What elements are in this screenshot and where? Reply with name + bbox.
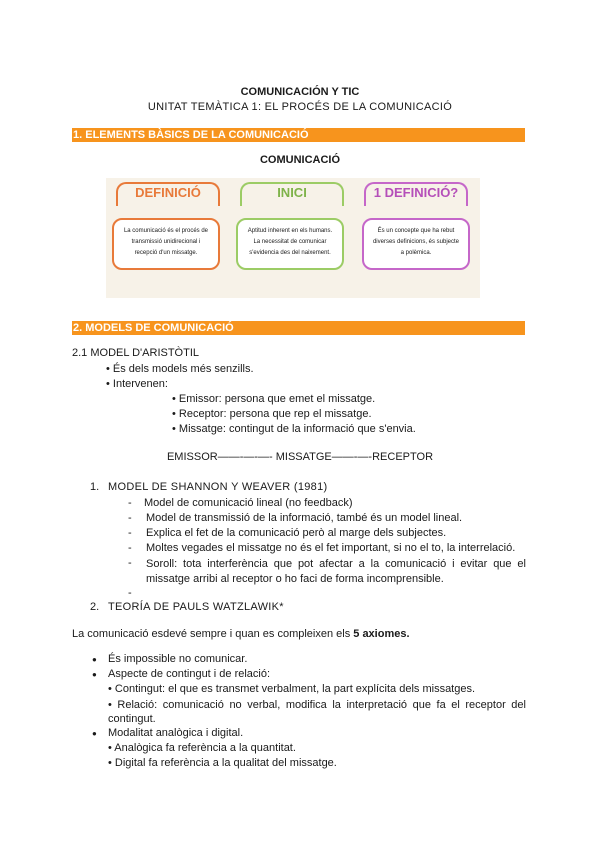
list-item: Explica el fet de la comunicació però al marge dels subjectes. — [146, 527, 447, 539]
card-line: La necessitat de comunicar — [253, 239, 327, 245]
card-line: s'evidencia des del naixement. — [249, 250, 331, 256]
section-heading-1: 1. ELEMENTS BÀSICS DE LA COMUNICACIÓ — [72, 128, 525, 142]
list-item: • Contingut: el que es transmet verbalment, la part explícita dels missatges. — [108, 683, 476, 695]
dash-marker: - — [128, 557, 132, 569]
axioms-count: 5 axiomes. — [353, 628, 410, 640]
subsection-heading-watzlawik: TEORÍA DE PAULS WATZLAWIK* — [108, 601, 284, 613]
bullet-icon: ● — [92, 729, 97, 738]
document-subtitle: UNITAT TEMÀTICA 1: EL PROCÉS DE LA COMUNICACIÓ — [147, 101, 453, 113]
list-item: • Receptor: persona que rep el missatge. — [172, 408, 372, 420]
dash-marker: - — [128, 587, 132, 599]
bullet-icon: ● — [92, 670, 97, 679]
flow-diagram-text: EMISSOR——-—-—- MISSATGE——-—-RECEPTOR — [166, 451, 434, 463]
card-1-definicio — [362, 218, 470, 270]
dash-marker: - — [128, 512, 132, 524]
subsection-heading-shannon: MODEL DE SHANNON Y WEAVER (1981) — [108, 481, 328, 493]
list-item: Model de transmissió de la informació, també és un model lineal. — [146, 512, 463, 524]
card-line: Aptitud inherent en els humans. — [247, 228, 333, 234]
list-item: Soroll: tota interferència que pot afectar a la comunicació i evitar que el missatge arribi al receptor o ho faci de forma incomprensible. — [146, 558, 526, 585]
card-line: a polèmica. — [400, 250, 432, 256]
dash-marker: - — [128, 497, 132, 509]
card-inici — [236, 218, 344, 270]
axioms-intro-text: La comunicació esdevé sempre i quan es compleixen els — [72, 628, 354, 640]
card-line: transmissió unidirecional i — [131, 239, 201, 245]
diagram-title: COMUNICACIÓ — [259, 154, 341, 166]
list-item: Aspecte de contingut i de relació: — [108, 668, 271, 680]
dash-marker: - — [128, 542, 132, 554]
section-heading-2: 2. MODELS DE COMUNICACIÓ — [72, 321, 525, 335]
card-title-definicio: DEFINICIÓ — [135, 185, 201, 200]
list-number: 1. — [90, 481, 100, 493]
list-item: Moltes vegades el missatge no és el fet important, si no el to, la interrelació. — [146, 542, 516, 554]
list-item: • Digital fa referència a la qualitat del missatge. — [108, 757, 337, 769]
list-item: És impossible no comunicar. — [108, 653, 248, 665]
list-item: Modalitat analògica i digital. — [108, 727, 244, 739]
subsection-heading-aristotil: 2.1 MODEL D'ARISTÒTIL — [72, 347, 199, 359]
document-title: COMUNICACIÓN Y TIC — [240, 86, 360, 98]
bullet-icon: ● — [92, 655, 97, 664]
card-line: La comunicació és el procés de — [123, 228, 209, 234]
dash-marker: - — [128, 527, 132, 539]
diagram-panel — [106, 178, 480, 298]
list-item: • Intervenen: — [106, 378, 168, 390]
card-line: recepció d'un missatge. — [134, 250, 198, 256]
card-definicio — [112, 218, 220, 270]
list-item: Model de comunicació lineal (no feedback) — [144, 497, 353, 509]
card-line: És un concepte que ha rebut — [377, 228, 455, 234]
card-title-1-definicio: 1 DEFINICIÓ? — [373, 185, 459, 200]
card-title-inici: INICI — [277, 185, 307, 200]
list-item: • És dels models més senzills. — [106, 363, 254, 375]
list-item: • Missatge: contingut de la informació que s'envia. — [172, 423, 416, 435]
list-number: 2. — [90, 601, 100, 613]
list-item: • Analògica fa referència a la quantitat. — [108, 742, 296, 754]
axioms-intro — [72, 628, 410, 640]
list-item: • Emissor: persona que emet el missatge. — [172, 393, 376, 405]
list-item: • Relació: comunicació no verbal, modifica la interpretació que fa el receptor del contingut. — [108, 699, 526, 725]
card-line: diverses definicions, és subjecte — [372, 239, 460, 245]
